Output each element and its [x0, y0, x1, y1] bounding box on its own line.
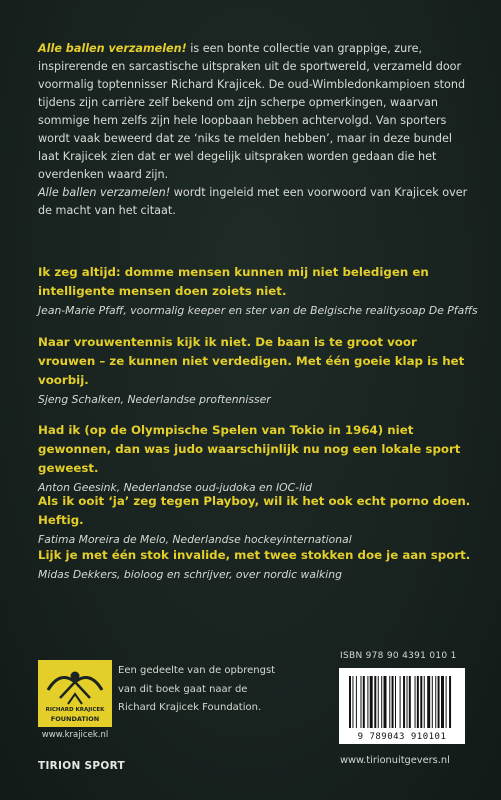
- quote-text: Had ik (op de Olympische Spelen van Tokio in 1964) niet gewonnen, dan was judo waarschijnlijk nu nog een lokale sport geweest.: [38, 423, 461, 475]
- barcode-bars: [339, 672, 465, 732]
- foundation-url[interactable]: www.krajicek.nl: [41, 730, 109, 740]
- intro-text: is een bonte collectie van grappige, zure, inspirerende en sarcastische uitspraken uit de sportwereld, verzameld door voormalig toptennisser Richard Krajicek. De oud-Wimbledonkampioen stond tijdens zijn carrière zelf bekend om zijn scherpe opmerkingen, waarvan sommige hem zelfs zijn hele loopbaan hebben achtervolgd. Van sporters wordt vaak beweerd dat ze ‘niks te melden hebben’, maar in deze bundel laat Krajicek zien dat er wel degelijk uitspraken worden gedaan die het overdenken waard zijn.: [38, 42, 466, 181]
- quote-text: Naar vrouwentennis kijk ik niet. De baan is te groot voor vrouwen – ze kunnen niet verdedigen. Met één goeie klap is het voorbij.: [38, 335, 465, 387]
- isbn-label: ISBN 978 90 4391 010 1: [340, 651, 457, 661]
- quote-author: Fatima Moreira de Melo, Nederlandse hockeyinternational: [38, 533, 352, 546]
- quote-author: Jean-Marie Pfaff, voormalig keeper en ster van de Belgische realitysoap De Pfaffs: [38, 304, 478, 317]
- intro-paragraph: [38, 40, 468, 220]
- intro-text-end: wordt ingeleid met een voorwoord van Krajicek over de macht van het citaat.: [38, 186, 468, 217]
- quote-text: Lijk je met één stok invalide, met twee stokken doe je aan sport.: [38, 548, 471, 562]
- quote-item: [38, 492, 478, 548]
- quote-item: [38, 546, 478, 583]
- foundation-text: Een gedeelte van de opbrengst van dit boek gaat naar de Richard Krajicek Foundation.: [118, 665, 276, 713]
- quote-text: Als ik ooit ‘ja’ zeg tegen Playboy, wil ik het ook echt porno doen. Heftig.: [38, 494, 471, 527]
- quote-author: Midas Dekkers, bioloog en schrijver, over nordic walking: [38, 568, 342, 581]
- quote-item: [38, 333, 478, 408]
- intro-title-repeat: Alle ballen verzamelen!: [38, 186, 171, 199]
- publisher-website[interactable]: www.tirionuitgevers.nl: [340, 755, 450, 766]
- quote-item: [38, 263, 478, 319]
- quote-item: [38, 421, 478, 496]
- quote-author: Anton Geesink, Nederlandse oud-judoka en IOC-lid: [38, 481, 312, 494]
- barcode: [339, 668, 465, 744]
- quote-text: Ik zeg altijd: domme mensen kunnen mij niet beledigen en intelligente mensen doen zoiets niet.: [38, 265, 429, 298]
- quote-author: Sjeng Schalken, Nederlandse proftennisser: [38, 393, 271, 406]
- foundation-logo-line2: FOUNDATION: [50, 715, 100, 723]
- foundation-emblem-icon: [38, 664, 112, 706]
- intro-title: Alle ballen verzamelen!: [38, 42, 187, 55]
- foundation-logo: [38, 660, 112, 727]
- publisher-name: TIRION SPORT: [38, 760, 125, 772]
- foundation-logo-line1: RICHARD KRAJICEK: [45, 707, 105, 713]
- barcode-number: 9 789043 910101: [357, 732, 447, 742]
